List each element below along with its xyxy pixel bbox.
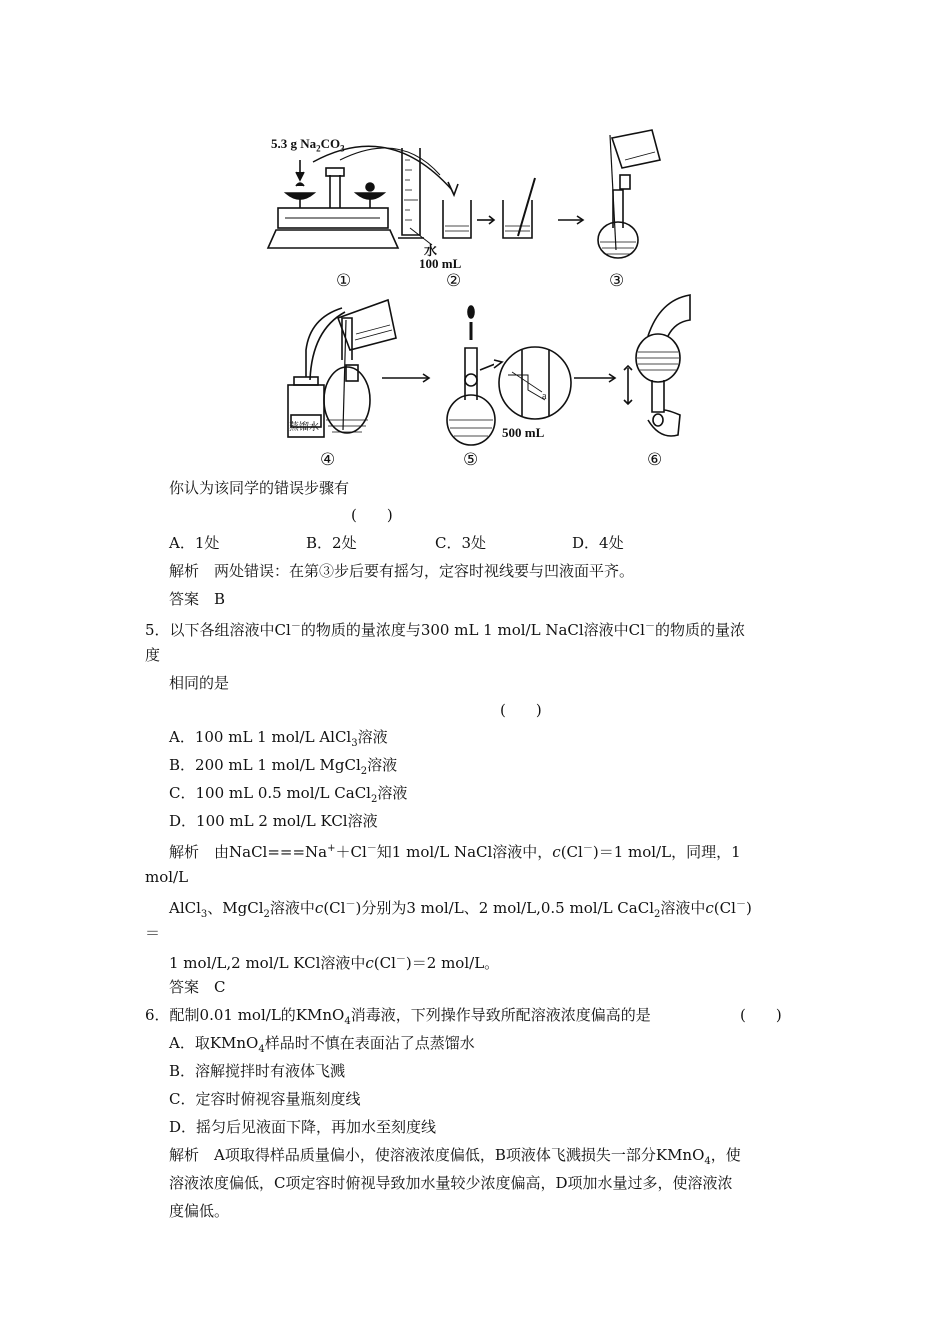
q5-analysis-line2: AlCl$_3$、MgCl$_2$溶液中c(Cl－)分别为3 mol/L、2 mol/L,0.5 mol/L CaCl$_2$溶液中c(Cl－) <box>169 899 752 920</box>
q6-option-a: A．取KMnO$_4$样品时不慎在表面沾了点蒸馏水 <box>169 1034 475 1055</box>
wash-bottle-illustration <box>288 300 396 437</box>
q6-option-c: C．定容时俯视容量瓶刻度线 <box>169 1090 361 1108</box>
step-2-label: ② <box>446 271 462 291</box>
q5-analysis-line3: 1 mol/L,2 mol/L KCl溶液中c(Cl－)＝2 mol/L。 <box>169 954 500 972</box>
step-5-label: ⑤ <box>463 450 479 470</box>
q5-option-c: C．100 mL 0.5 mol/L CaCl$_2$溶液 <box>169 784 408 805</box>
q4-answer-paren: ( ) <box>351 506 393 524</box>
q5-analysis-wrap2: ＝ <box>145 924 161 942</box>
q4-option-d: D．4处 <box>572 534 624 552</box>
q5-stem-wrap: 度 <box>145 646 161 664</box>
q4-option-c: C．3处 <box>435 534 487 552</box>
q6-option-d: D．摇匀后见液面下降，再加水至刻度线 <box>169 1118 437 1136</box>
q4-analysis: 解析 两处错误：在第③步后要有摇匀，定容时视线要与凹液面平齐。 <box>169 562 635 580</box>
q5-answer: 答案 C <box>169 978 226 996</box>
q6-analysis-line1: 解析 A项取得样品质量偏小，使溶液浓度偏低，B项液体飞溅损失一部分KMnO$_4$，使 <box>169 1146 741 1167</box>
volumetric-flask-illustration <box>598 130 660 258</box>
q4-option-b: B．2处 <box>306 534 357 552</box>
step-6-label: ⑥ <box>647 450 663 470</box>
label-water: 水 <box>424 243 438 258</box>
q5-answer-paren: ( ) <box>500 701 542 719</box>
label-a: a <box>542 391 547 402</box>
q6-option-b: B．溶解搅拌时有液体飞溅 <box>169 1062 346 1080</box>
q6-answer-paren: ( ) <box>740 1006 782 1024</box>
q5-analysis-wrap1: mol/L <box>145 868 189 886</box>
q5-option-b: B．200 mL 1 mol/L MgCl$_2$溶液 <box>169 756 398 777</box>
q5-stem-cont: 相同的是 <box>169 674 230 692</box>
step-4-label: ④ <box>320 450 336 470</box>
q4-option-a: A．1处 <box>169 534 220 552</box>
q5-stem: 5．以下各组溶液中Cl－的物质的量浓度与300 mL 1 mol/L NaCl溶液中Cl－的物质的量浓 <box>145 621 745 639</box>
q6-analysis-line3: 度偏低。 <box>169 1202 230 1220</box>
label-500ml: 500 mL <box>502 425 545 440</box>
experiment-figure <box>0 0 950 480</box>
shaking-flask-illustration <box>624 295 690 436</box>
balance-illustration <box>268 160 398 248</box>
label-distilled-water: 蒸馏水 <box>289 422 319 433</box>
step-3-label: ③ <box>609 271 625 291</box>
q5-analysis-line1: 解析 由NaCl===Na+＋Cl－知1 mol/L NaCl溶液中，c(Cl－)＝1 mol/L，同理，1 <box>169 843 741 861</box>
q6-analysis-line2: 溶液浓度偏低，C项定容时俯视导致加水量较少浓度偏高，D项加水量过多，使溶液浓 <box>169 1174 733 1192</box>
label-100ml: 100 mL <box>419 256 462 271</box>
label-na2co3: 5.3 g $Na_2CO_3$ <box>271 136 345 154</box>
q6-stem: 6．配制0.01 mol/L的KMnO$_4$消毒液，下列操作导致所配溶液浓度偏高的是 <box>145 1006 651 1027</box>
q4-stem: 你认为该同学的错误步骤有 <box>169 479 350 497</box>
step-1-label: ① <box>336 271 352 291</box>
q5-option-a: A．100 mL 1 mol/L AlCl$_3$溶液 <box>169 728 388 749</box>
q4-answer: 答案 B <box>169 590 226 608</box>
q5-option-d: D．100 mL 2 mol/L KCl溶液 <box>169 812 378 830</box>
